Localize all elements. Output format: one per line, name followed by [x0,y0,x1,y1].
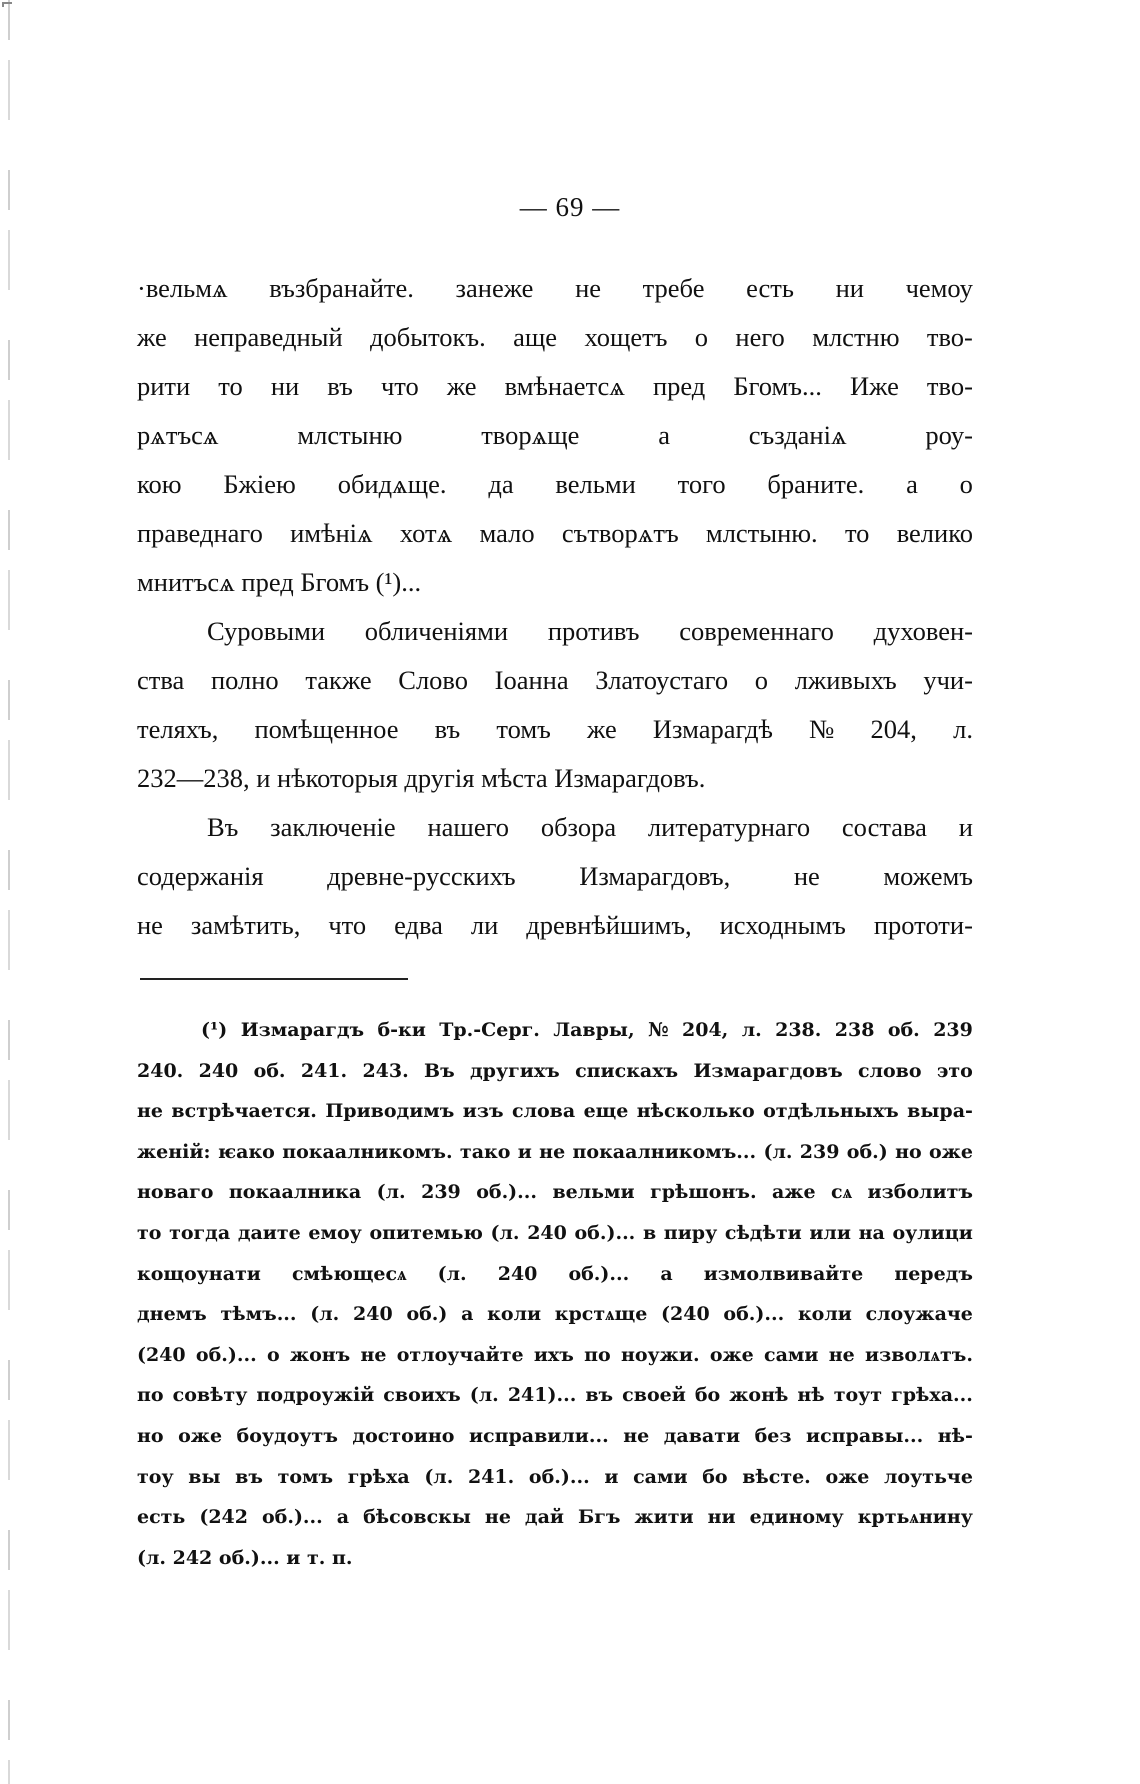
main-text-block [137,264,973,950]
footnote-line: 240. 240 об. 241. 243. Въ другихъ спискахъ Измарагдовъ слово это [137,1059,973,1082]
text-line: рѧтъсѧ млстыню творѧще а създаніѧ роу- [137,420,973,450]
paragraph-start-line: Въ заключеніе нашего обзора литературнаго состава и [207,812,973,842]
text-line: ·вельмѧ възбранайте. занеже не требе есть ни чемоу [137,273,973,303]
text-line: содержанія древне-русскихъ Измарагдовъ, не можемъ [137,861,973,891]
footnote-line: кощоунати смѣющесѧ (л. 240 об.)... а измолвивайте передъ [137,1262,973,1285]
text-line: рити то ни въ что же вмѣнаетсѧ пред Бгомъ... Иже тво- [137,371,973,401]
text-line: 232—238, и нѣкоторыя другія мѣста Измарагдовъ. [137,763,706,793]
scan-corner-mark [2,2,12,7]
footnote-line: есть (242 об.)... а бѣсовскы не дай Бгъ жити ни единому кртьѧнину [137,1506,973,1529]
footnote-line: но оже боудоутъ достоино исправили... не давати без исправы... нѣ- [137,1424,973,1447]
text-line: праведнаго имѣніѧ хотѧ мало сътворѧтъ млстыню. то велико [137,518,973,548]
text-line: теляхъ, помѣщенное въ томъ же Измарагдѣ № 204, л. [137,714,973,744]
page-number: — 69 — [519,192,621,222]
footnote-line: то тогда даите емоу опитемью (л. 240 об.)... в пиру сѣдѣти или на оулици [137,1221,973,1244]
footnote-line: не встрѣчается. Приводимъ изъ слова еще нѣсколько отдѣльныхъ выра- [137,1100,973,1123]
footnotes-block [137,1010,973,1578]
footnote-line: новаго покаалника (л. 239 об.)... вельми грѣшонъ. аже сѧ изболитъ [137,1181,973,1204]
text-line: ства полно также Слово Іоанна Златоустаго о лживыхъ учи- [137,665,973,695]
footnote-line: днемъ тѣмъ... (л. 240 об.) а коли крстѧще (240 об.)... коли слоужаче [137,1303,973,1326]
text-line: же неправедный добытокъ. аще хощетъ о него млстню тво- [137,322,973,352]
footnote-line: женій: ѥако покаалникомъ. тако и не покаалникомъ... (л. 239 об.) но оже [137,1140,973,1163]
text-line: кою Бжіею обидѧще. да вельми того браните. а о [137,469,973,499]
footnote-line: по совѣту подроужій своихъ (л. 241)... въ своей бо жонѣ нѣ тоут грѣха... [137,1384,973,1407]
footnote-line: тоу вы въ томъ грѣха (л. 241. об.)... и сами бо вѣсте. оже лоутьче [137,1465,973,1488]
paragraph-start-line: Суровыми обличеніями противъ современнаго духовен- [207,616,973,646]
footnote-line: (¹) Измарагдъ б-ки Тр.-Серг. Лавры, № 204, л. 238. 238 об. 239 [201,1019,973,1041]
scan-edge-artifact [8,0,10,1784]
text-line: не замѣтить, что едва ли древнѣйшимъ, исходнымъ прототи- [137,910,973,940]
footnote-line: (л. 242 об.)... и т. п. [137,1546,353,1569]
footnote-separator-rule [140,978,408,980]
footnote-line: (240 об.)... о жонъ не отлоучайте ихъ по ноужи. оже сами не изволѧтъ. [137,1343,973,1366]
text-line: мнитъсѧ пред Бгомъ (¹)... [137,567,422,597]
